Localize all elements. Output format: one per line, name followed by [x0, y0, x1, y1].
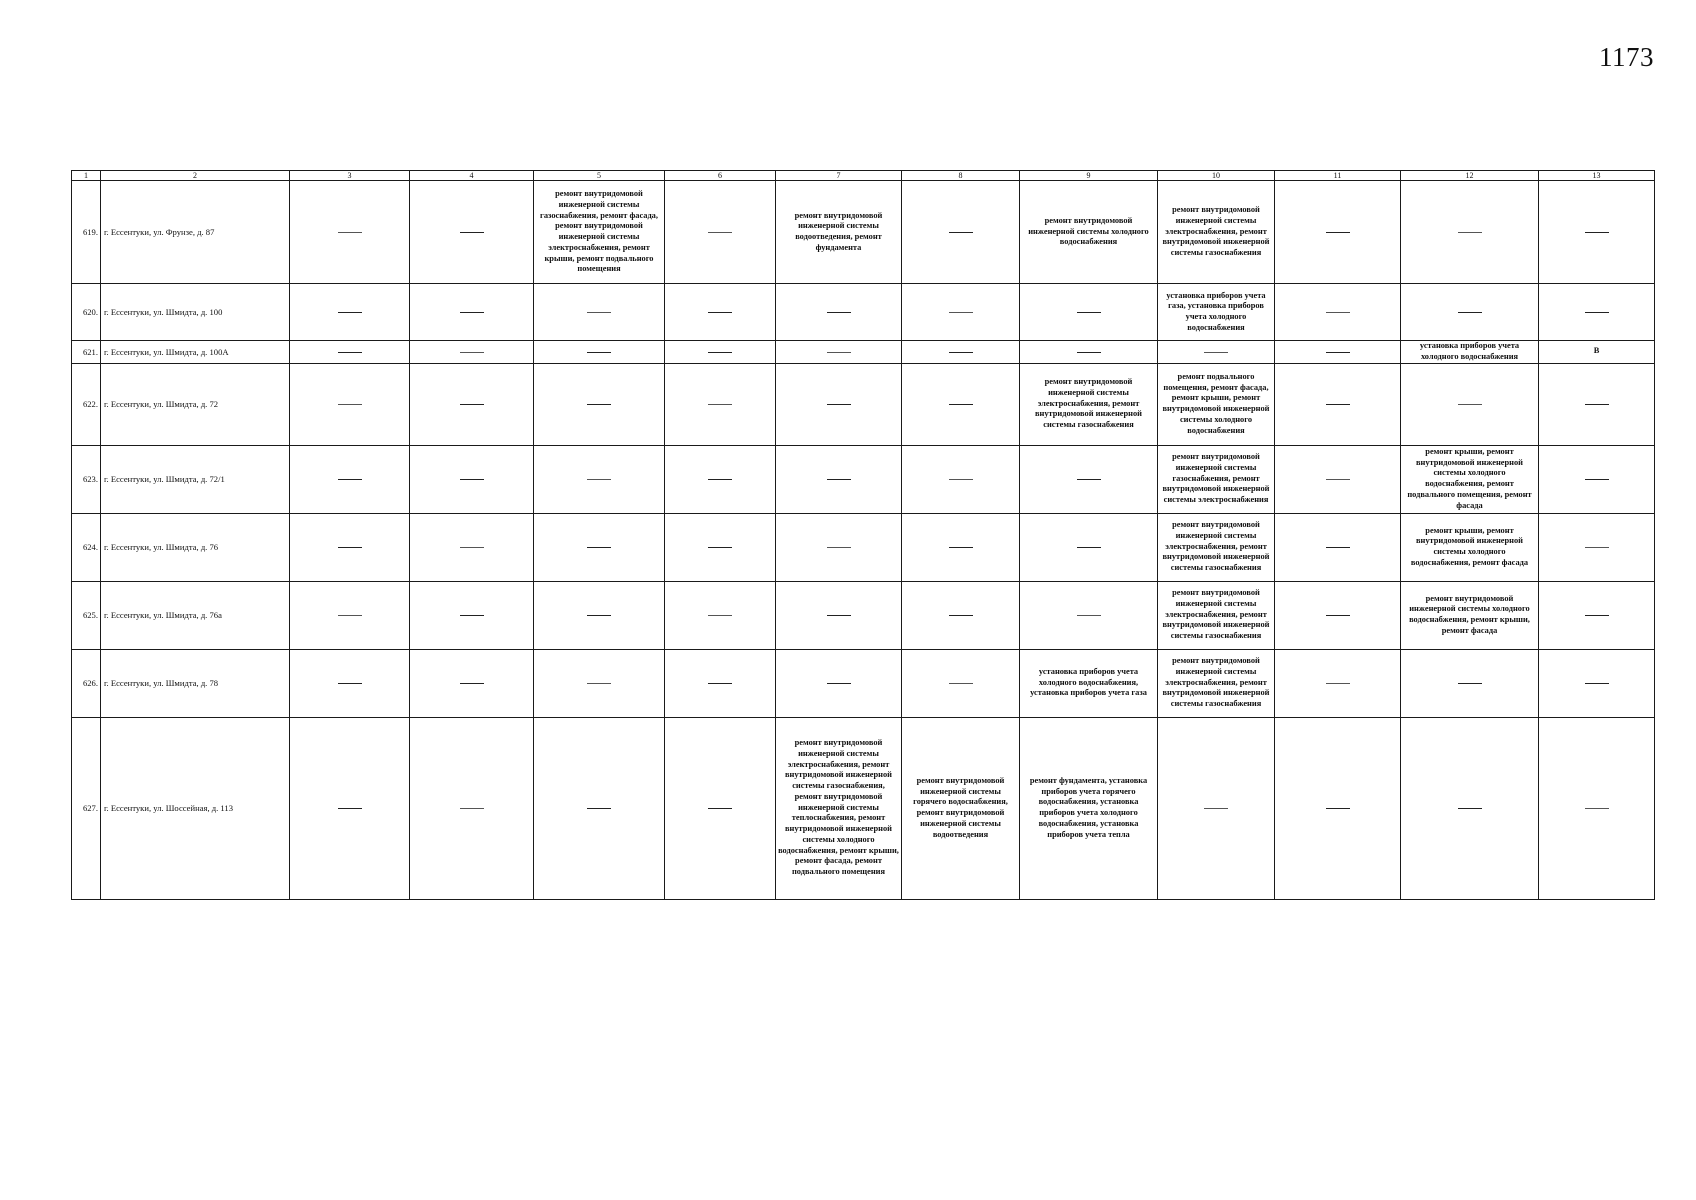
dash-mark	[338, 352, 362, 353]
address-cell: г. Ессентуки, ул. Шмидта, д. 100	[101, 284, 290, 341]
dash-mark	[949, 312, 973, 313]
dash-mark	[587, 404, 611, 405]
dash-mark	[949, 352, 973, 353]
empty-dash-cell	[1539, 363, 1655, 445]
dash-mark	[1585, 312, 1609, 313]
empty-dash-cell	[534, 445, 665, 513]
empty-dash-cell	[410, 341, 534, 364]
dash-mark	[1077, 547, 1101, 548]
row-number: 625.	[72, 581, 101, 649]
dash-mark	[460, 479, 484, 480]
empty-dash-cell	[410, 284, 534, 341]
empty-dash-cell	[1401, 717, 1539, 899]
dash-mark	[949, 232, 973, 233]
empty-dash-cell	[665, 445, 776, 513]
dash-mark	[1326, 312, 1350, 313]
dash-mark	[1458, 683, 1482, 684]
empty-dash-cell	[290, 717, 410, 899]
empty-dash-cell	[534, 717, 665, 899]
table-row	[72, 363, 1655, 445]
dash-mark	[1585, 615, 1609, 616]
empty-dash-cell	[1275, 581, 1401, 649]
dash-mark	[587, 547, 611, 548]
table-row	[72, 717, 1655, 899]
empty-dash-cell	[1401, 181, 1539, 284]
empty-dash-cell	[1539, 649, 1655, 717]
dash-mark	[1326, 547, 1350, 548]
empty-dash-cell	[776, 581, 902, 649]
dash-mark	[708, 479, 732, 480]
dash-mark	[1326, 352, 1350, 353]
address-cell: г. Ессентуки, ул. Шмидта, д. 72/1	[101, 445, 290, 513]
empty-dash-cell	[534, 513, 665, 581]
empty-dash-cell	[1275, 284, 1401, 341]
empty-dash-cell	[665, 341, 776, 364]
work-description-cell: ремонт крыши, ремонт внутридомовой инженерной системы холодного водоснабжения, ремонт подвального помещения, ремонт фасада	[1401, 445, 1539, 513]
empty-dash-cell	[534, 363, 665, 445]
empty-dash-cell	[665, 581, 776, 649]
dash-mark	[1326, 479, 1350, 480]
table-body	[72, 181, 1655, 900]
dash-mark	[827, 683, 851, 684]
dash-mark	[708, 312, 732, 313]
empty-dash-cell	[290, 581, 410, 649]
row-number: 622.	[72, 363, 101, 445]
dash-mark	[708, 352, 732, 353]
row-number: 620.	[72, 284, 101, 341]
empty-dash-cell	[290, 649, 410, 717]
column-header-12: 12	[1401, 171, 1539, 181]
table-row	[72, 341, 1655, 364]
empty-dash-cell	[534, 581, 665, 649]
column-header-6: 6	[665, 171, 776, 181]
work-description-cell: ремонт внутридомовой инженерной системы электроснабжения, ремонт внутридомовой инженерной системы газоснабжения	[1020, 363, 1158, 445]
empty-dash-cell	[902, 363, 1020, 445]
work-description-cell: ремонт внутридомовой инженерной системы горячего водоснабжения, ремонт внутридомовой инженерной системы водоотведения	[902, 717, 1020, 899]
dash-mark	[1077, 479, 1101, 480]
empty-dash-cell	[290, 363, 410, 445]
dash-mark	[460, 547, 484, 548]
dash-mark	[587, 615, 611, 616]
dash-mark	[1204, 352, 1228, 353]
empty-dash-cell	[1539, 581, 1655, 649]
column-header-3: 3	[290, 171, 410, 181]
work-description-cell: ремонт внутридомовой инженерной системы газоснабжения, ремонт внутридомовой инженерной системы электроснабжения	[1158, 445, 1275, 513]
dash-mark	[949, 615, 973, 616]
dash-mark	[949, 479, 973, 480]
column-number-row	[72, 171, 1655, 181]
empty-dash-cell	[1020, 581, 1158, 649]
empty-dash-cell	[1020, 445, 1158, 513]
dash-mark	[1458, 232, 1482, 233]
dash-mark	[1326, 232, 1350, 233]
empty-dash-cell	[665, 363, 776, 445]
dash-mark	[338, 683, 362, 684]
column-header-13: 13	[1539, 171, 1655, 181]
column-header-9: 9	[1020, 171, 1158, 181]
column-header-8: 8	[902, 171, 1020, 181]
empty-dash-cell	[665, 717, 776, 899]
work-description-cell: ремонт внутридомовой инженерной системы электроснабжения, ремонт внутридомовой инженерной системы газоснабжения	[1158, 513, 1275, 581]
empty-dash-cell	[776, 284, 902, 341]
address-cell: г. Ессентуки, ул. Шмидта, д. 72	[101, 363, 290, 445]
empty-dash-cell	[776, 649, 902, 717]
work-description-cell: ремонт внутридомовой инженерной системы водоотведения, ремонт фундамента	[776, 181, 902, 284]
dash-mark	[338, 547, 362, 548]
empty-dash-cell	[410, 445, 534, 513]
work-description-cell: ремонт внутридомовой инженерной системы газоснабжения, ремонт фасада, ремонт внутридомовой инженерной системы электроснабжения, ремонт крыши, ремонт подвального помещения	[534, 181, 665, 284]
page-number: 1173	[1599, 42, 1654, 72]
dash-mark	[1585, 547, 1609, 548]
dash-mark	[1326, 615, 1350, 616]
work-description-cell: ремонт внутридомовой инженерной системы электроснабжения, ремонт внутридомовой инженерной системы газоснабжения, ремонт внутридомовой инженерной системы теплоснабжения, ремонт внутридомовой инженерной системы холодного водоснабжения, ремонт крыши, ремонт фасада, ремонт подвального помещения	[776, 717, 902, 899]
dash-mark	[1458, 808, 1482, 809]
column-header-7: 7	[776, 171, 902, 181]
row-number: 621.	[72, 341, 101, 364]
dash-mark	[338, 404, 362, 405]
address-cell: г. Ессентуки, ул. Шмидта, д. 100А	[101, 341, 290, 364]
empty-dash-cell	[776, 445, 902, 513]
row-number: 619.	[72, 181, 101, 284]
dash-mark	[1077, 352, 1101, 353]
dash-mark	[708, 808, 732, 809]
column-header-2: 2	[101, 171, 290, 181]
empty-dash-cell	[902, 581, 1020, 649]
empty-dash-cell	[902, 513, 1020, 581]
dash-mark	[827, 479, 851, 480]
empty-dash-cell	[1275, 445, 1401, 513]
dash-mark	[1326, 808, 1350, 809]
dash-mark	[1585, 479, 1609, 480]
table-row	[72, 284, 1655, 341]
dash-mark	[827, 547, 851, 548]
row-number: 627.	[72, 717, 101, 899]
work-description-cell: ремонт фундамента, установка приборов учета горячего водоснабжения, установка приборов учета холодного водоснабжения, установка приборов учета тепла	[1020, 717, 1158, 899]
work-description-cell: ремонт подвального помещения, ремонт фасада, ремонт крыши, ремонт внутридомовой инженерной системы холодного водоснабжения	[1158, 363, 1275, 445]
dash-mark	[338, 615, 362, 616]
empty-dash-cell	[534, 649, 665, 717]
empty-dash-cell	[1539, 717, 1655, 899]
table-header	[72, 171, 1655, 181]
empty-dash-cell	[665, 513, 776, 581]
work-description-cell: установка приборов учета газа, установка приборов учета холодного водоснабжения	[1158, 284, 1275, 341]
empty-dash-cell	[665, 181, 776, 284]
empty-dash-cell	[1158, 341, 1275, 364]
dash-mark	[1077, 615, 1101, 616]
dash-mark	[708, 404, 732, 405]
empty-dash-cell	[410, 513, 534, 581]
empty-dash-cell	[1275, 341, 1401, 364]
dash-mark	[1077, 312, 1101, 313]
empty-dash-cell	[665, 649, 776, 717]
dash-mark	[460, 808, 484, 809]
dash-mark	[587, 808, 611, 809]
address-cell: г. Ессентуки, ул. Фрунзе, д. 87	[101, 181, 290, 284]
dash-mark	[1458, 404, 1482, 405]
table-row	[72, 513, 1655, 581]
empty-dash-cell	[1401, 284, 1539, 341]
dash-mark	[587, 312, 611, 313]
empty-dash-cell	[534, 284, 665, 341]
table-row	[72, 581, 1655, 649]
dash-mark	[460, 232, 484, 233]
dash-mark	[587, 683, 611, 684]
empty-dash-cell	[290, 284, 410, 341]
row-number: 626.	[72, 649, 101, 717]
empty-dash-cell	[776, 513, 902, 581]
table-row	[72, 445, 1655, 513]
dash-mark	[460, 352, 484, 353]
empty-dash-cell	[290, 513, 410, 581]
dash-mark	[827, 352, 851, 353]
dash-mark	[587, 352, 611, 353]
work-description-cell: ремонт внутридомовой инженерной системы холодного водоснабжения	[1020, 181, 1158, 284]
empty-dash-cell	[1539, 284, 1655, 341]
empty-dash-cell	[290, 341, 410, 364]
work-description-cell: установка приборов учета холодного водоснабжения, установка приборов учета газа	[1020, 649, 1158, 717]
column-header-1: 1	[72, 171, 101, 181]
dash-mark	[708, 547, 732, 548]
dash-mark	[338, 232, 362, 233]
capital-repair-schedule-table	[71, 170, 1655, 900]
dash-mark	[460, 683, 484, 684]
empty-dash-cell	[1020, 341, 1158, 364]
dash-mark	[827, 615, 851, 616]
dash-mark	[1326, 683, 1350, 684]
work-description-cell: ремонт внутридомовой инженерной системы холодного водоснабжения, ремонт крыши, ремонт фасада	[1401, 581, 1539, 649]
empty-dash-cell	[1401, 363, 1539, 445]
empty-dash-cell	[902, 445, 1020, 513]
empty-dash-cell	[1275, 363, 1401, 445]
dash-mark	[1326, 404, 1350, 405]
empty-dash-cell	[290, 445, 410, 513]
empty-dash-cell	[1275, 513, 1401, 581]
empty-dash-cell	[1158, 717, 1275, 899]
dash-mark	[949, 547, 973, 548]
dash-mark	[708, 615, 732, 616]
table-row	[72, 649, 1655, 717]
empty-dash-cell	[410, 649, 534, 717]
dash-mark	[338, 808, 362, 809]
empty-dash-cell	[665, 284, 776, 341]
dash-mark	[949, 683, 973, 684]
table-row	[72, 181, 1655, 284]
address-cell: г. Ессентуки, ул. Шоссейная, д. 113	[101, 717, 290, 899]
empty-dash-cell	[902, 181, 1020, 284]
empty-dash-cell	[902, 649, 1020, 717]
empty-dash-cell	[1539, 513, 1655, 581]
empty-dash-cell	[1275, 649, 1401, 717]
empty-dash-cell	[1020, 513, 1158, 581]
dash-mark	[460, 615, 484, 616]
dash-mark	[708, 683, 732, 684]
dash-mark	[1458, 312, 1482, 313]
dash-mark	[1585, 404, 1609, 405]
dash-mark	[1585, 808, 1609, 809]
address-cell: г. Ессентуки, ул. Шмидта, д. 76а	[101, 581, 290, 649]
empty-dash-cell	[902, 284, 1020, 341]
empty-dash-cell	[1275, 181, 1401, 284]
empty-dash-cell	[534, 341, 665, 364]
empty-dash-cell	[776, 363, 902, 445]
empty-dash-cell	[776, 341, 902, 364]
work-description-cell: ремонт внутридомовой инженерной системы электроснабжения, ремонт внутридомовой инженерной системы газоснабжения	[1158, 181, 1275, 284]
dash-mark	[460, 312, 484, 313]
column-header-4: 4	[410, 171, 534, 181]
dash-mark	[1585, 232, 1609, 233]
dash-mark	[949, 404, 973, 405]
row-number: 623.	[72, 445, 101, 513]
dash-mark	[827, 404, 851, 405]
empty-dash-cell	[410, 581, 534, 649]
work-description-cell: установка приборов учета холодного водоснабжения	[1401, 341, 1539, 364]
dash-mark	[338, 479, 362, 480]
dash-mark	[827, 312, 851, 313]
dash-mark	[460, 404, 484, 405]
empty-dash-cell	[1539, 181, 1655, 284]
dash-mark	[338, 312, 362, 313]
dash-mark	[1585, 683, 1609, 684]
empty-dash-cell	[410, 181, 534, 284]
column-header-11: 11	[1275, 171, 1401, 181]
dash-mark	[1204, 808, 1228, 809]
empty-dash-cell	[410, 717, 534, 899]
work-description-cell: В	[1539, 341, 1655, 364]
address-cell: г. Ессентуки, ул. Шмидта, д. 76	[101, 513, 290, 581]
empty-dash-cell	[902, 341, 1020, 364]
work-description-cell: ремонт крыши, ремонт внутридомовой инженерной системы холодного водоснабжения, ремонт фасада	[1401, 513, 1539, 581]
column-header-5: 5	[534, 171, 665, 181]
empty-dash-cell	[1401, 649, 1539, 717]
work-description-cell: ремонт внутридомовой инженерной системы электроснабжения, ремонт внутридомовой инженерной системы газоснабжения	[1158, 581, 1275, 649]
column-header-10: 10	[1158, 171, 1275, 181]
dash-mark	[587, 479, 611, 480]
address-cell: г. Ессентуки, ул. Шмидта, д. 78	[101, 649, 290, 717]
work-description-cell: ремонт внутридомовой инженерной системы электроснабжения, ремонт внутридомовой инженерной системы газоснабжения	[1158, 649, 1275, 717]
empty-dash-cell	[1539, 445, 1655, 513]
empty-dash-cell	[410, 363, 534, 445]
row-number: 624.	[72, 513, 101, 581]
empty-dash-cell	[1020, 284, 1158, 341]
empty-dash-cell	[290, 181, 410, 284]
empty-dash-cell	[1275, 717, 1401, 899]
dash-mark	[708, 232, 732, 233]
